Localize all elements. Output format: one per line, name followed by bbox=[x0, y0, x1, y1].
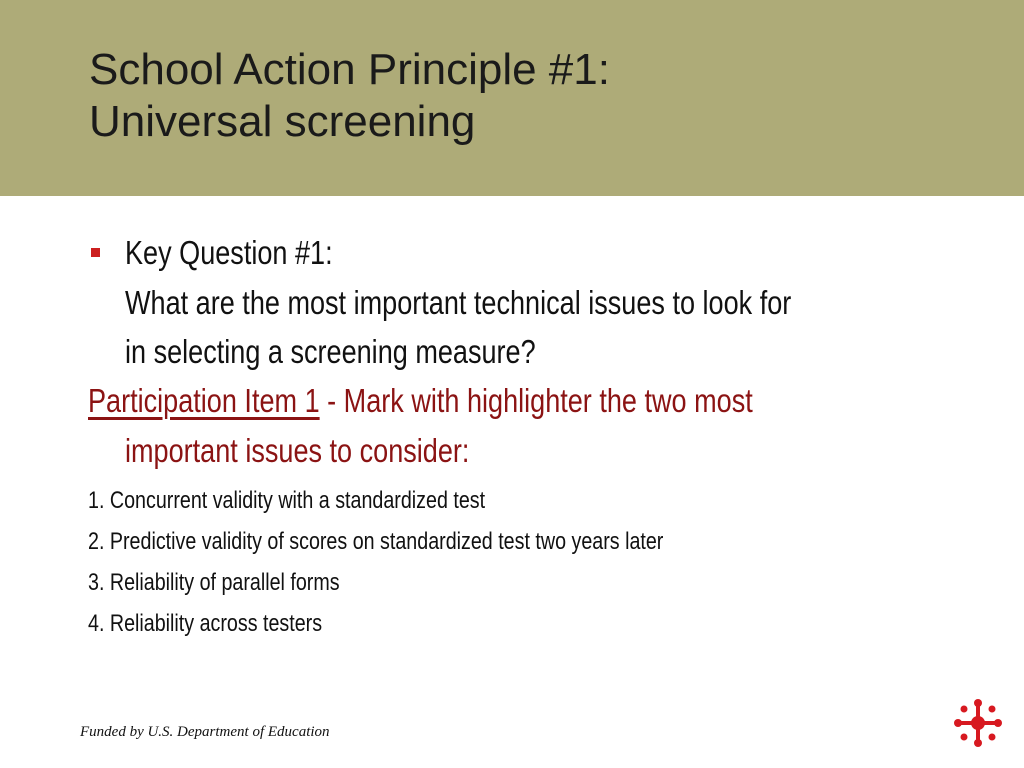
funding-footer: Funded by U.S. Department of Education bbox=[80, 724, 330, 740]
slide-title-line-2: Universal screening bbox=[89, 97, 476, 146]
slide-title-line-1: School Action Principle #1: bbox=[89, 45, 610, 94]
square-bullet-icon bbox=[91, 248, 100, 257]
slide-body bbox=[88, 228, 968, 644]
key-question-text-line-2: in selecting a screening measure? bbox=[125, 333, 536, 370]
option-item-3: 3. Reliability of parallel forms bbox=[88, 569, 340, 596]
key-question-text-line-1: What are the most important technical issues to look for bbox=[125, 284, 792, 321]
key-question-label: Key Question #1: bbox=[125, 234, 333, 271]
slide-title bbox=[89, 44, 610, 148]
participation-line-1 bbox=[88, 376, 968, 426]
participation-instruction: - Mark with highlighter the two most bbox=[319, 382, 753, 419]
option-item-2: 2. Predictive validity of scores on standardized test two years later bbox=[88, 528, 664, 555]
option-item-1: 1. Concurrent validity with a standardized test bbox=[88, 487, 486, 514]
option-item-4: 4. Reliability across testers bbox=[88, 610, 323, 637]
key-question-bullet bbox=[88, 228, 968, 278]
participation-item-link[interactable]: Participation Item 1 bbox=[88, 382, 320, 419]
participation-line-2: important issues to consider: bbox=[125, 432, 470, 469]
red-star-logo-icon bbox=[952, 697, 1004, 749]
